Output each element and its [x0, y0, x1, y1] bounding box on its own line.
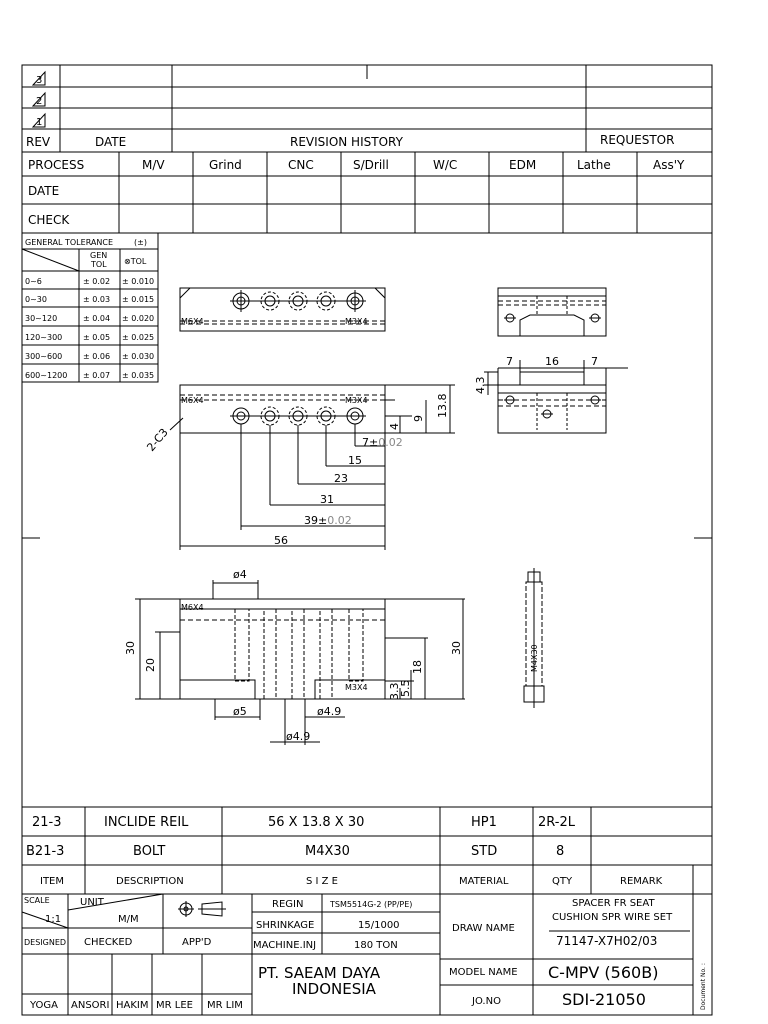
- dim-23: 23: [334, 472, 348, 485]
- machine-value: 180 TON: [354, 940, 398, 951]
- company-name-line1: PT. SAEAM DAYA: [258, 964, 381, 982]
- parts-header-material: MATERIAL: [459, 876, 509, 887]
- front-dim-18: 18: [411, 660, 424, 674]
- process-mv: M/V: [142, 158, 165, 172]
- side-dim-7b: 7: [591, 355, 598, 368]
- rev-mark-1: 1: [36, 117, 43, 128]
- dim-7: 7±0.02: [362, 436, 403, 449]
- process-edm: EDM: [509, 158, 537, 172]
- front-phi4: ø4: [233, 568, 247, 581]
- sheet-border: [22, 65, 712, 1015]
- dim-13-8: 13.8: [436, 393, 449, 418]
- tolerance-range-cell: 30~120: [25, 314, 58, 323]
- front-dim-30-right: 30: [450, 641, 463, 655]
- signer-hakim: HAKIM: [116, 1000, 149, 1011]
- dim-15: 15: [348, 454, 362, 467]
- tolerance-gen-cell: ± 0.05: [83, 333, 111, 342]
- tolerance-gen-cell: ± 0.03: [83, 295, 111, 304]
- model-name-value: C-MPV (560B): [548, 963, 659, 982]
- date-header: DATE: [95, 135, 127, 149]
- parts-header-qty: QTY: [552, 876, 573, 887]
- process-lathe: Lathe: [577, 158, 611, 172]
- front-dim-3-3: 3.3: [388, 682, 401, 700]
- company-name-line2: INDONESIA: [292, 980, 376, 998]
- unit-label: UNIT: [80, 897, 104, 908]
- process-assy: Ass'Y: [653, 158, 685, 172]
- part2-qty: 8: [556, 844, 565, 859]
- dim-4: 4: [388, 423, 401, 430]
- top-view-right-label: M3X4: [345, 317, 368, 326]
- tolerance-tol-cell: ± 0.015: [122, 295, 155, 304]
- rev-header: REV: [26, 135, 51, 149]
- top-view-left-label: M6X4: [181, 317, 204, 326]
- process-row-check: CHECK: [28, 213, 70, 227]
- chamfer-label: 2-C3: [144, 425, 171, 454]
- draw-name-label: DRAW NAME: [452, 923, 515, 934]
- tolerance-tol-cell: ± 0.025: [122, 333, 155, 342]
- process-grind: Grind: [209, 158, 242, 172]
- front-m6x4: M6X4: [181, 603, 204, 612]
- shrinkage-value: 15/1000: [358, 920, 400, 931]
- process-row-date: DATE: [28, 184, 60, 198]
- parts-header-remark: REMARK: [620, 876, 663, 887]
- designed-label: DESIGNED: [24, 938, 67, 947]
- front-dim-5-5: 5.5: [399, 679, 412, 697]
- parts-header-size: S I Z E: [306, 876, 339, 887]
- part1-material: HP1: [471, 815, 497, 830]
- tolerance-range-cell: 120~300: [25, 333, 63, 342]
- signer-yoga: YOGA: [30, 1000, 59, 1011]
- rev-mark-3: 3: [36, 75, 43, 86]
- part1-desc: INCLIDE REIL: [104, 815, 189, 830]
- signer-ansori: ANSORI: [71, 1000, 110, 1011]
- regin-value: TSM5514G-2 (PP/PE): [330, 900, 413, 909]
- machine-label: MACHINE.INJ: [253, 940, 317, 951]
- draw-name-line2: CUSHION SPR WIRE SET: [552, 912, 673, 923]
- tolerance-col-gen: GEN: [90, 251, 108, 260]
- tolerance-unit: (±): [134, 238, 147, 247]
- front-phi5: ø5: [233, 705, 247, 718]
- scale-value: 1:1: [45, 914, 62, 925]
- front-phi4-9-b: ø4.9: [286, 730, 311, 743]
- plan-view-left-label: M6X4: [181, 396, 204, 405]
- tolerance-gen-cell: ± 0.06: [83, 352, 111, 361]
- part2-material: STD: [471, 844, 498, 859]
- jo-no-label: JO.NO: [472, 996, 501, 1007]
- revision-history-header: REVISION HISTORY: [290, 135, 403, 149]
- tolerance-col-stol: ⊗TOL: [124, 257, 147, 266]
- unit-value: M/M: [118, 914, 139, 925]
- tolerance-gen-cell: ± 0.02: [83, 277, 111, 286]
- tolerance-tol-cell: ± 0.010: [122, 277, 155, 286]
- tolerance-gen-cell: ± 0.04: [83, 314, 111, 323]
- model-name-label: MODEL NAME: [449, 967, 518, 978]
- part2-desc: BOLT: [133, 844, 166, 859]
- signer-mr-lim: MR LIM: [207, 1000, 243, 1011]
- tolerance-range-cell: 600~1200: [25, 371, 68, 380]
- front-dim-20: 20: [144, 658, 157, 672]
- scale-label: SCALE: [24, 896, 50, 905]
- rev-mark-2: 2: [36, 96, 43, 107]
- tolerance-gen-cell: ± 0.07: [83, 371, 111, 380]
- part1-size: 56 X 13.8 X 30: [268, 815, 365, 830]
- regin-label: REGIN: [272, 899, 304, 910]
- parts-header-item: ITEM: [40, 876, 65, 887]
- jo-no-value: SDI-21050: [562, 990, 646, 1009]
- side-dim-4-3: 4.3: [474, 376, 487, 394]
- tolerance-range-cell: 300~600: [25, 352, 63, 361]
- side-dim-16: 16: [545, 355, 559, 368]
- dim-9: 9: [412, 415, 425, 422]
- part1-item: 21-3: [32, 815, 62, 830]
- checked-label: CHECKED: [84, 937, 133, 948]
- front-phi4-9-a: ø4.9: [317, 705, 342, 718]
- bolt-label: M4X30: [530, 644, 539, 672]
- dim-56: 56: [274, 534, 288, 547]
- part2-size: M4X30: [305, 844, 350, 859]
- document-no-label: Document No. :: [700, 963, 707, 1010]
- tolerance-col-tol: TOL: [91, 260, 107, 269]
- front-m3x4: M3X4: [345, 683, 368, 692]
- requestor-header: REQUESTOR: [600, 133, 675, 147]
- dim-39: 39±0.02: [304, 514, 352, 527]
- appd-label: APP'D: [182, 937, 212, 948]
- plan-view-right-label: M3X4: [345, 396, 368, 405]
- tolerance-tol-cell: ± 0.020: [122, 314, 155, 323]
- tolerance-range-cell: 0~6: [25, 277, 42, 286]
- process-cnc: CNC: [288, 158, 314, 172]
- tolerance-tol-cell: ± 0.035: [122, 371, 155, 380]
- tolerance-range-cell: 0~30: [25, 295, 47, 304]
- part1-qty: 2R-2L: [538, 815, 575, 830]
- front-dim-30-left: 30: [124, 641, 137, 655]
- side-dim-7a: 7: [506, 355, 513, 368]
- draw-name-line3: 71147-X7H02/03: [556, 934, 658, 948]
- process-wc: W/C: [433, 158, 458, 172]
- tolerance-title: GENERAL TOLERANCE: [25, 238, 114, 247]
- part2-item: B21-3: [26, 844, 65, 859]
- draw-name-line1: SPACER FR SEAT: [572, 898, 655, 909]
- shrinkage-label: SHRINKAGE: [256, 920, 315, 931]
- process-header: PROCESS: [28, 158, 85, 172]
- tolerance-tol-cell: ± 0.030: [122, 352, 155, 361]
- process-sdrill: S/Drill: [353, 158, 389, 172]
- parts-header-desc: DESCRIPTION: [116, 876, 184, 887]
- dim-31: 31: [320, 493, 334, 506]
- signer-mr-lee: MR LEE: [156, 1000, 193, 1011]
